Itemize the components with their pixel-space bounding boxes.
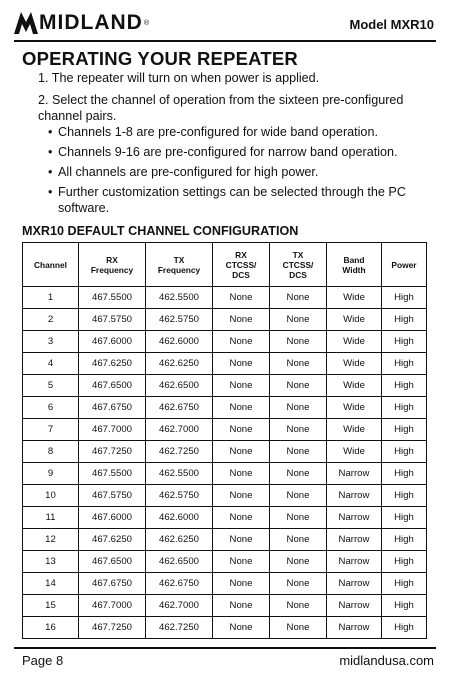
cell-channel: 9 <box>23 463 79 485</box>
table-row <box>23 463 427 485</box>
cell-rx-ctcss-dcs: None <box>213 595 270 617</box>
table-row <box>23 397 427 419</box>
cell-tx-ctcss-dcs: None <box>270 463 327 485</box>
cell-power: High <box>382 573 427 595</box>
cell-tx-ctcss-dcs: None <box>270 353 327 375</box>
col-header-channel: Channel <box>23 243 79 287</box>
cell-tx-frequency: 462.6750 <box>146 397 213 419</box>
cell-band-width: Narrow <box>327 551 382 573</box>
cell-power: High <box>382 397 427 419</box>
cell-power: High <box>382 419 427 441</box>
cell-tx-frequency: 462.7250 <box>146 617 213 639</box>
cell-tx-ctcss-dcs: None <box>270 595 327 617</box>
cell-rx-frequency: 467.5500 <box>79 463 146 485</box>
brand-name: MIDLAND <box>39 11 143 34</box>
cell-tx-ctcss-dcs: None <box>270 551 327 573</box>
cell-tx-frequency: 462.7000 <box>146 595 213 617</box>
section-title: OPERATING YOUR REPEATER <box>22 48 298 69</box>
cell-power: High <box>382 595 427 617</box>
cell-band-width: Wide <box>327 353 382 375</box>
cell-power: High <box>382 463 427 485</box>
cell-rx-ctcss-dcs: None <box>213 287 270 309</box>
table-header-row <box>23 243 427 287</box>
footer-divider <box>14 647 436 649</box>
website-url: midlandusa.com <box>339 653 434 668</box>
cell-channel: 13 <box>23 551 79 573</box>
cell-tx-frequency: 462.6000 <box>146 507 213 529</box>
cell-channel: 3 <box>23 331 79 353</box>
midland-m-icon <box>14 12 38 34</box>
cell-rx-ctcss-dcs: None <box>213 507 270 529</box>
cell-channel: 7 <box>23 419 79 441</box>
step-1: 1. The repeater will turn on when power is applied. <box>38 71 320 85</box>
cell-band-width: Narrow <box>327 595 382 617</box>
col-header-tx-frequency: TX Frequency <box>146 243 213 287</box>
cell-channel: 11 <box>23 507 79 529</box>
cell-tx-frequency: 462.5750 <box>146 485 213 507</box>
cell-power: High <box>382 309 427 331</box>
cell-channel: 1 <box>23 287 79 309</box>
col-header-power: Power <box>382 243 427 287</box>
cell-band-width: Narrow <box>327 617 382 639</box>
table-row <box>23 419 427 441</box>
table-row <box>23 551 427 573</box>
cell-rx-ctcss-dcs: None <box>213 331 270 353</box>
cell-rx-frequency: 467.7000 <box>79 595 146 617</box>
table-row <box>23 287 427 309</box>
cell-tx-ctcss-dcs: None <box>270 375 327 397</box>
cell-tx-frequency: 462.6500 <box>146 551 213 573</box>
cell-power: High <box>382 353 427 375</box>
cell-rx-ctcss-dcs: None <box>213 441 270 463</box>
cell-band-width: Narrow <box>327 485 382 507</box>
cell-channel: 15 <box>23 595 79 617</box>
bullet-list <box>48 124 428 220</box>
table-row <box>23 507 427 529</box>
cell-band-width: Narrow <box>327 463 382 485</box>
cell-tx-frequency: 462.6750 <box>146 573 213 595</box>
table-row <box>23 529 427 551</box>
cell-band-width: Wide <box>327 331 382 353</box>
col-header-rx-ctcss-dcs: RX CTCSS/ DCS <box>213 243 270 287</box>
cell-rx-ctcss-dcs: None <box>213 529 270 551</box>
cell-channel: 8 <box>23 441 79 463</box>
cell-power: High <box>382 485 427 507</box>
cell-tx-ctcss-dcs: None <box>270 331 327 353</box>
cell-power: High <box>382 507 427 529</box>
table-row <box>23 441 427 463</box>
bullet-item: • Channels 9-16 are pre-configured for narrow band operation. <box>48 144 428 160</box>
cell-band-width: Wide <box>327 419 382 441</box>
cell-rx-ctcss-dcs: None <box>213 397 270 419</box>
cell-rx-ctcss-dcs: None <box>213 485 270 507</box>
cell-rx-ctcss-dcs: None <box>213 463 270 485</box>
cell-rx-frequency: 467.7000 <box>79 419 146 441</box>
cell-channel: 4 <box>23 353 79 375</box>
cell-band-width: Narrow <box>327 573 382 595</box>
cell-tx-frequency: 462.7250 <box>146 441 213 463</box>
page-header <box>14 6 436 40</box>
cell-tx-ctcss-dcs: None <box>270 287 327 309</box>
cell-rx-frequency: 467.5750 <box>79 485 146 507</box>
cell-rx-ctcss-dcs: None <box>213 617 270 639</box>
cell-tx-ctcss-dcs: None <box>270 441 327 463</box>
table-row <box>23 595 427 617</box>
table-body <box>23 287 427 639</box>
bullet-item: • All channels are pre-configured for high power. <box>48 164 428 180</box>
cell-rx-ctcss-dcs: None <box>213 309 270 331</box>
step-2: 2. Select the channel of operation from the sixteen pre-configured channel pairs. <box>38 93 404 123</box>
table-row <box>23 353 427 375</box>
cell-rx-frequency: 467.6250 <box>79 353 146 375</box>
cell-band-width: Wide <box>327 397 382 419</box>
cell-band-width: Wide <box>327 287 382 309</box>
cell-rx-frequency: 467.6000 <box>79 507 146 529</box>
cell-rx-frequency: 467.6750 <box>79 397 146 419</box>
cell-tx-ctcss-dcs: None <box>270 529 327 551</box>
cell-rx-ctcss-dcs: None <box>213 551 270 573</box>
col-header-band-width: Band Width <box>327 243 382 287</box>
cell-rx-ctcss-dcs: None <box>213 375 270 397</box>
channel-config-table <box>22 242 427 639</box>
cell-tx-frequency: 462.6250 <box>146 353 213 375</box>
cell-tx-ctcss-dcs: None <box>270 617 327 639</box>
table-row <box>23 309 427 331</box>
cell-tx-ctcss-dcs: None <box>270 507 327 529</box>
cell-tx-ctcss-dcs: None <box>270 419 327 441</box>
table-row <box>23 573 427 595</box>
bullet-item: • Channels 1-8 are pre-configured for wide band operation. <box>48 124 428 140</box>
model-label: Model MXR10 <box>349 17 434 32</box>
cell-tx-frequency: 462.5500 <box>146 463 213 485</box>
cell-band-width: Narrow <box>327 529 382 551</box>
cell-rx-frequency: 467.6000 <box>79 331 146 353</box>
table-row <box>23 331 427 353</box>
col-header-rx-frequency: RX Frequency <box>79 243 146 287</box>
cell-rx-frequency: 467.5750 <box>79 309 146 331</box>
cell-rx-ctcss-dcs: None <box>213 353 270 375</box>
registered-mark: ® <box>143 19 149 27</box>
cell-band-width: Wide <box>327 375 382 397</box>
cell-channel: 16 <box>23 617 79 639</box>
cell-tx-ctcss-dcs: None <box>270 309 327 331</box>
table-row <box>23 375 427 397</box>
cell-channel: 6 <box>23 397 79 419</box>
cell-rx-frequency: 467.7250 <box>79 441 146 463</box>
cell-channel: 2 <box>23 309 79 331</box>
cell-tx-ctcss-dcs: None <box>270 397 327 419</box>
table-title: MXR10 DEFAULT CHANNEL CONFIGURATION <box>22 224 299 238</box>
bullet-item: • Further customization settings can be selected through the PC software. <box>48 184 428 216</box>
cell-channel: 10 <box>23 485 79 507</box>
cell-band-width: Narrow <box>327 507 382 529</box>
cell-rx-frequency: 467.6500 <box>79 551 146 573</box>
cell-power: High <box>382 375 427 397</box>
cell-rx-frequency: 467.6750 <box>79 573 146 595</box>
cell-tx-frequency: 462.6250 <box>146 529 213 551</box>
cell-rx-frequency: 467.6250 <box>79 529 146 551</box>
table-row <box>23 485 427 507</box>
col-header-tx-ctcss-dcs: TX CTCSS/ DCS <box>270 243 327 287</box>
cell-tx-frequency: 462.5750 <box>146 309 213 331</box>
header-divider <box>14 40 436 42</box>
cell-tx-frequency: 462.6000 <box>146 331 213 353</box>
cell-tx-frequency: 462.7000 <box>146 419 213 441</box>
cell-channel: 12 <box>23 529 79 551</box>
midland-logo <box>14 10 149 36</box>
cell-power: High <box>382 617 427 639</box>
cell-rx-ctcss-dcs: None <box>213 573 270 595</box>
cell-tx-frequency: 462.6500 <box>146 375 213 397</box>
cell-tx-ctcss-dcs: None <box>270 573 327 595</box>
page-number: Page 8 <box>22 653 64 668</box>
cell-power: High <box>382 529 427 551</box>
cell-tx-frequency: 462.5500 <box>146 287 213 309</box>
cell-rx-frequency: 467.5500 <box>79 287 146 309</box>
cell-channel: 5 <box>23 375 79 397</box>
table-row <box>23 617 427 639</box>
cell-power: High <box>382 441 427 463</box>
cell-rx-frequency: 467.6500 <box>79 375 146 397</box>
cell-channel: 14 <box>23 573 79 595</box>
cell-power: High <box>382 551 427 573</box>
cell-tx-ctcss-dcs: None <box>270 485 327 507</box>
cell-power: High <box>382 287 427 309</box>
cell-rx-frequency: 467.7250 <box>79 617 146 639</box>
cell-band-width: Wide <box>327 309 382 331</box>
cell-rx-ctcss-dcs: None <box>213 419 270 441</box>
cell-power: High <box>382 331 427 353</box>
cell-band-width: Wide <box>327 441 382 463</box>
